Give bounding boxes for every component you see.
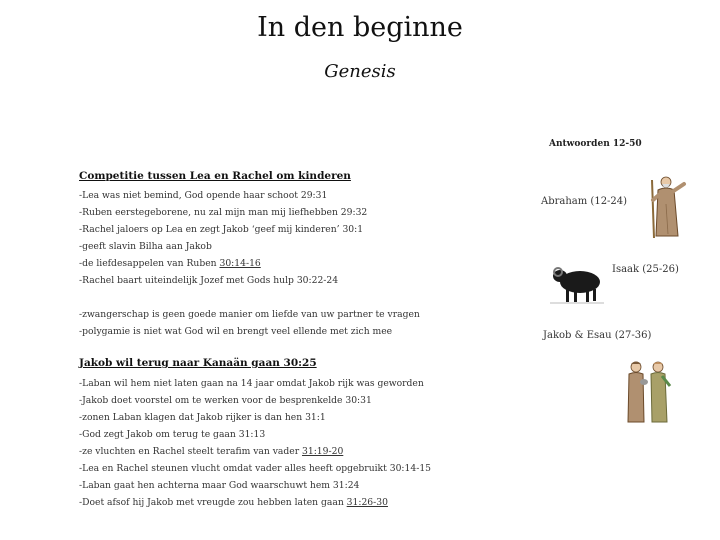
- ram-icon: [548, 262, 606, 304]
- section1-line: -geeft slavin Bilha aan Jakob: [79, 241, 212, 252]
- jakob-esau-label: Jakob & Esau (27-36): [543, 330, 652, 341]
- section2-line: -ze vluchten en Rachel steelt terafim van vader 31:19-20: [79, 446, 344, 457]
- section2-line: -Laban gaat hen achterna maar God waarschuwt hem 31:24: [79, 480, 360, 491]
- section1-line: -Rachel baart uiteindelijk Jozef met Gods hulp 30:22-24: [79, 275, 339, 286]
- answers-heading: Antwoorden 12-50: [549, 139, 642, 149]
- section2-line: -God zegt Jakob om terug te gaan 31:13: [79, 429, 266, 440]
- section1b-line: -zwangerschap is geen goede manier om liefde van uw partner te vragen: [79, 309, 420, 320]
- isaak-label: Isaak (25-26): [612, 264, 679, 275]
- section1-line: -Ruben eerstegeborene, nu zal mijn man mij liefhebben 29:32: [79, 207, 368, 218]
- section1b-line: -polygamie is niet wat God wil en brengt veel ellende met zich mee: [79, 326, 393, 337]
- section1-line: -de liefdesappelen van Ruben 30:14-16: [79, 258, 261, 269]
- section2-line: -zonen Laban klagen dat Jakob rijker is dan hen 31:1: [79, 412, 326, 423]
- page-subtitle: Genesis: [324, 61, 396, 82]
- scripture-ref-link[interactable]: 31:19-20: [302, 446, 344, 457]
- section2-heading: Jakob wil terug naar Kanaän gaan 30:25: [79, 357, 317, 369]
- section2-line: -Doet afsof hij Jakob met vreugde zou hebben laten gaan 31:26-30: [79, 497, 388, 508]
- section2-line: -Jakob doet voorstel om te werken voor de besprenkelde 30:31: [79, 395, 372, 406]
- section2-line: -Lea en Rachel steunen vlucht omdat vader alles heeft opgebruikt 30:14-15: [79, 463, 432, 474]
- jakob-esau-figures-icon: [622, 358, 674, 426]
- section2-line: -Laban wil hem niet laten gaan na 14 jaar omdat Jakob rijk was geworden: [79, 378, 424, 389]
- abraham-figure-icon: [644, 174, 690, 240]
- section1-line: -Rachel jaloers op Lea en zegt Jakob ‘geef mij kinderen’ 30:1: [79, 224, 364, 235]
- page-title: In den beginne: [257, 12, 463, 43]
- section1-heading: Competitie tussen Lea en Rachel om kinderen: [79, 170, 351, 182]
- scripture-ref-link[interactable]: 30:14-16: [219, 258, 261, 269]
- scripture-ref-link[interactable]: 31:26-30: [346, 497, 388, 508]
- abraham-label: Abraham (12-24): [541, 196, 628, 207]
- section1-line: -Lea was niet bemind, God opende haar schoot 29:31: [79, 190, 328, 201]
